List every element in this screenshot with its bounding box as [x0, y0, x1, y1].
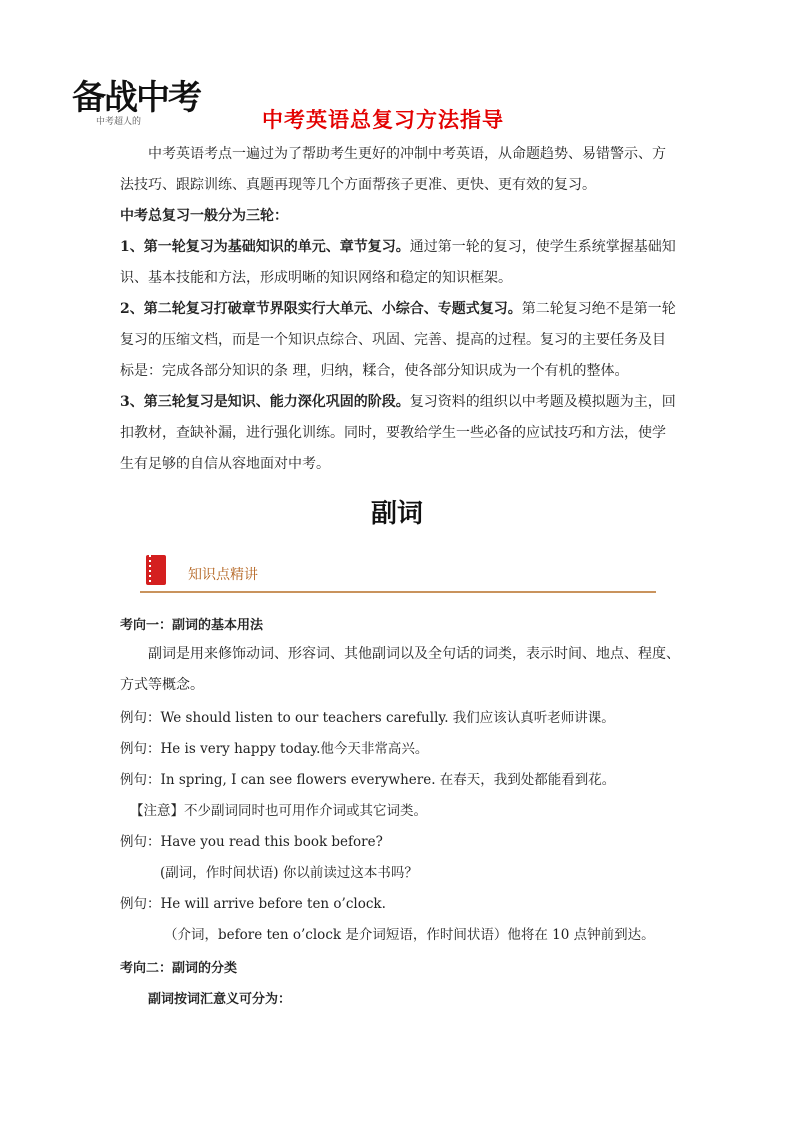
- banner-label: 知识点精讲: [188, 567, 258, 583]
- round1-body: 通过第一轮的复习，使学生系统掌握基础知识、基本技能和方法，形成明晰的知识网络和稳定的知识框架。: [120, 239, 676, 286]
- logo-text: 备战中考: [72, 78, 200, 118]
- round2-lead: 2、第二轮复习打破章节界限实行大单元、小综合、专题式复习。: [120, 301, 522, 317]
- round2-paragraph: [120, 294, 676, 387]
- example-5: 例句：He will arrive before ten o’clock.: [120, 896, 386, 912]
- round1-lead: 1、第一轮复习为基础知识的单元、章节复习。: [120, 239, 410, 255]
- topic1-heading: 考向一：副词的基本用法: [120, 618, 264, 633]
- section-title: 副词: [370, 499, 423, 529]
- note-line: 【注意】不少副词同时也可用作介词或其它词类。: [130, 803, 427, 819]
- example-3: 例句：In spring, I can see flowers everywhere. 在春天，我到处都能看到花。: [120, 772, 616, 788]
- classification-intro: 副词按词汇意义可分为：: [148, 992, 292, 1007]
- logo: [62, 68, 237, 132]
- round2-body: 第二轮复习绝不是第一轮复习的压缩文档，而是一个知识点综合、巩固、完善、提高的过程。复习的主要任务及目标是：完成各部分知识的条 理，归纳，糅合，使各部分知识成为一个有机的整体。: [120, 301, 676, 379]
- round3-body: 复习资料的组织以中考题及模拟题为主，回扣教材，查缺补漏，进行强化训练。同时，要教给学生一些必备的应试技巧和方法，使学生有足够的自信从容地面对中考。: [120, 394, 676, 472]
- example-2: 例句：He is very happy today.他今天非常高兴。: [120, 741, 429, 757]
- notebook-icon: [146, 555, 166, 585]
- page-title: 中考英语总复习方法指导: [262, 108, 504, 132]
- example-4-note: (副词，作时间状语) 你以前读过这本书吗？: [160, 865, 418, 881]
- example-4: 例句：Have you read this book before?: [120, 834, 383, 850]
- round1-paragraph: [120, 232, 676, 294]
- round3-lead: 3、第三轮复习是知识、能力深化巩固的阶段。: [120, 394, 410, 410]
- intro-paragraph: 中考英语考点一遍过为了帮助考生更好的冲制中考英语，从命题趋势、易错警示、方法技巧、跟踪训练、真题再现等几个方面帮孩子更准、更快、更有效的复习。: [120, 146, 666, 193]
- example-1: 例句：We should listen to our teachers carefully. 我们应该认真听老师讲课。: [120, 710, 615, 726]
- rounds-heading: 中考总复习一般分为三轮：: [120, 208, 288, 224]
- round3-paragraph: [120, 387, 676, 480]
- banner-divider: [140, 591, 656, 593]
- topic2-heading: 考向二：副词的分类: [120, 961, 238, 976]
- definition-paragraph: 副词是用来修饰动词、形容词、其他副词以及全句话的词类，表示时间、地点、程度、方式等概念。: [120, 646, 680, 693]
- knowledge-banner: [140, 552, 656, 594]
- logo-subtitle: 中考超人的: [96, 117, 142, 127]
- example-5-note: （介词，before ten o’clock 是介词短语，作时间状语）他将在 10 点钟前到达。: [164, 927, 655, 943]
